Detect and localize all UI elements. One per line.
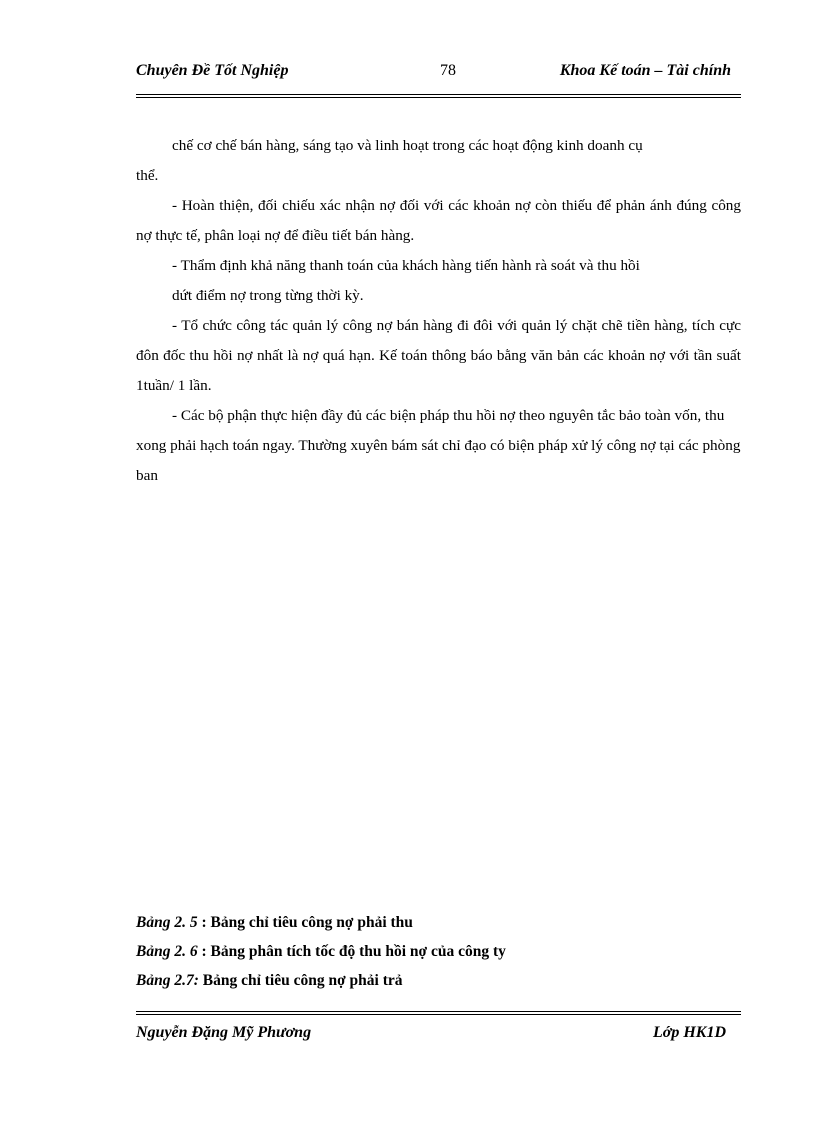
- table-label: Bảng 2. 5: [136, 914, 198, 931]
- footer-class: Lớp HK1D: [652, 1024, 726, 1041]
- footer-divider: [136, 1011, 741, 1015]
- footer-author: Nguyễn Đặng Mỹ Phương: [136, 1024, 312, 1041]
- page-header: [136, 62, 741, 86]
- body-text: [136, 131, 741, 491]
- paragraph-3-line-1: - Thẩm định khả năng thanh toán của khách hàng tiến hành rà soát và thu hồi: [172, 257, 640, 274]
- header-divider: [136, 94, 741, 98]
- paragraph-5: - Các bộ phận thực hiện đầy đủ các biện pháp thu hồi nợ theo nguyên tắc bảo toàn vốn, thu xong phải hạch toán ngay. Thường xuyên bám sát chỉ đạo có biện pháp xử lý công nợ tại các phòng ban: [136, 407, 741, 484]
- table-title: Bảng chỉ tiêu công nợ phải trả: [202, 972, 403, 989]
- table-title: Bảng chỉ tiêu công nợ phải thu: [210, 914, 413, 931]
- page-number: 78: [440, 62, 456, 79]
- table-label: Bảng 2.7:: [136, 972, 199, 989]
- paragraph-1-line-1: chế cơ chế bán hàng, sáng tạo và linh hoạt trong các hoạt động kinh doanh cụ: [172, 137, 643, 154]
- paragraph-3-line-2: dứt điểm nợ trong từng thời kỳ.: [172, 287, 364, 304]
- table-list: [136, 908, 741, 995]
- table-label: Bảng 2. 6: [136, 943, 198, 960]
- table-separator: :: [197, 914, 211, 931]
- table-separator: :: [197, 943, 211, 960]
- page-footer: [136, 1024, 741, 1048]
- paragraph-2: - Hoàn thiện, đối chiếu xác nhận nợ đối với các khoản nợ còn thiếu để phản ánh đúng công nợ thực tế, phân loại nợ để điều tiết bán hàng.: [136, 197, 741, 244]
- paragraph-4: - Tổ chức công tác quản lý công nợ bán hàng đi đôi với quản lý chặt chẽ tiền hàng, tích cực đôn đốc thu hồi nợ nhất là nợ quá hạn. Kế toán thông báo bằng văn bản các khoản nợ với tần suất 1tuần/ 1 lần.: [136, 317, 741, 394]
- table-list-item: [136, 966, 741, 995]
- table-list-item: [136, 937, 741, 966]
- header-department: Khoa Kế toán – Tài chính: [559, 62, 731, 79]
- paragraph-1-line-2: thể.: [136, 167, 159, 184]
- header-title: Chuyên Đề Tốt Nghiệp: [136, 62, 289, 79]
- table-title: Bảng phân tích tốc độ thu hồi nợ của công ty: [210, 943, 506, 960]
- table-list-item: [136, 908, 741, 937]
